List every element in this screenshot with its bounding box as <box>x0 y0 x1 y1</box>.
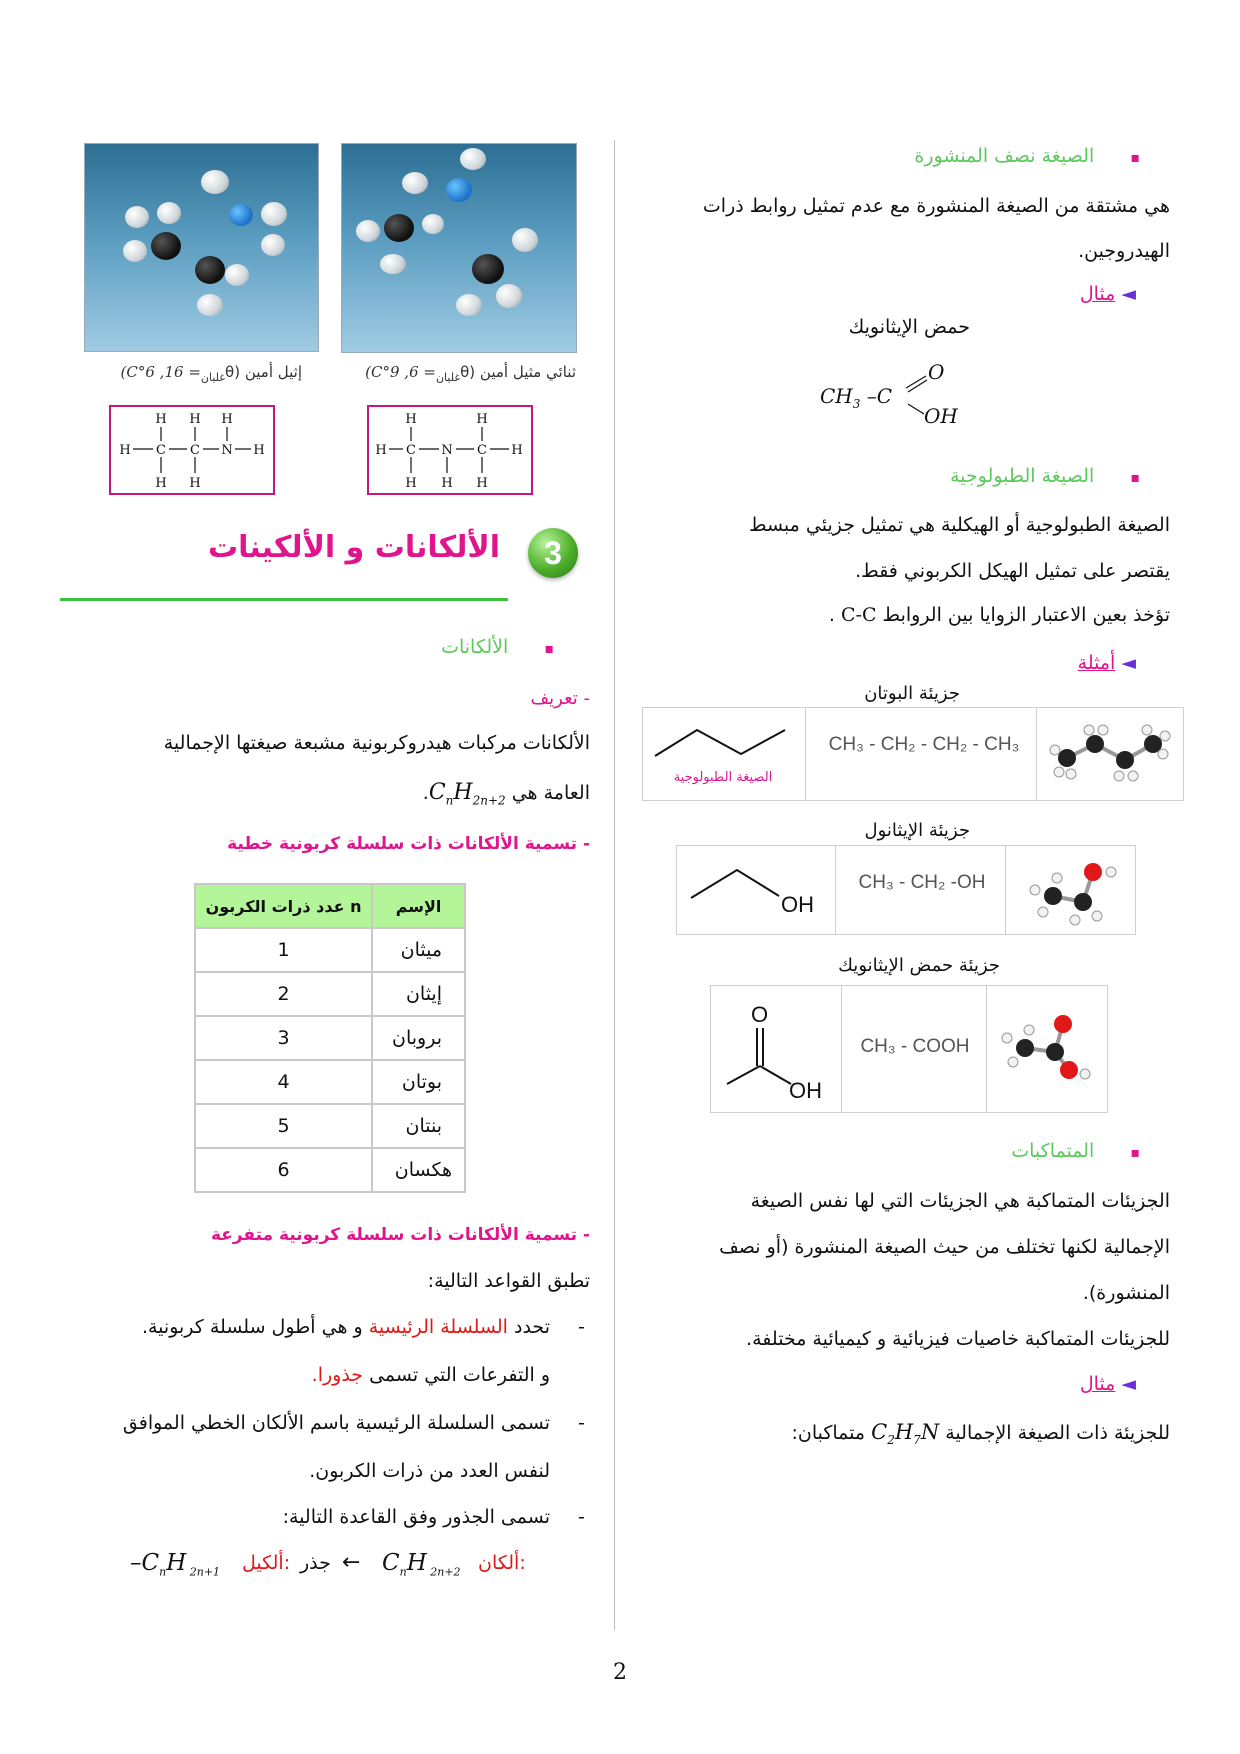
definition-label: - تعريف <box>530 688 590 709</box>
table-row: 5 بنتان <box>195 1104 465 1148</box>
table-row: 2 إيثان <box>195 972 465 1016</box>
acetic-title: جزيئة حمض الإيثانويك <box>838 955 1000 976</box>
svg-text:C: C <box>477 443 487 458</box>
table-row: 3 بروبان <box>195 1016 465 1060</box>
ethanol-title: جزيئة الإيثانول <box>864 820 970 841</box>
definition-text-line2: العامة هي $C_nH_{2n+2}$. <box>422 780 590 808</box>
svg-text:C: C <box>190 443 200 458</box>
table-row: 4 بوتان <box>195 1060 465 1104</box>
rule1-line2: و التفرعات التي تسمى جذورا. <box>311 1364 550 1386</box>
iso-text-line3: المنشورة). <box>1082 1282 1170 1304</box>
butane-title: جزيئة البوتان <box>864 683 960 704</box>
ethylamine-caption: إثيل أمين ($\theta_{غليان}= 16$, 6°C) <box>120 363 302 384</box>
svg-text:C: C <box>406 443 416 458</box>
table-header-name: الإسم <box>372 884 465 928</box>
svg-text:H: H <box>253 443 265 458</box>
butane-table: الصيغة الطبولوجية CH₃ - CH₂ - CH₂ - CH₃ <box>642 707 1184 801</box>
topological-heading: ▪ الصيغة الطبولوجية <box>950 465 1140 487</box>
ethanol-table: OH CH₃ - CH₂ -OH <box>676 845 1136 935</box>
example-link-1[interactable]: ◄ مثال <box>1079 283 1136 305</box>
acid-name: حمض الإيثانويك <box>848 316 970 338</box>
section-number-badge: 3 <box>528 528 578 578</box>
svg-text:H: H <box>155 412 167 427</box>
svg-text:H: H <box>476 476 488 491</box>
dimethylamine-model-photo <box>341 143 577 353</box>
semi-text-line1: هي مشتقة من الصيغة المنشورة مع عدم تمثيل روابط ذرات <box>702 195 1170 217</box>
svg-text:N: N <box>221 443 233 458</box>
svg-text:H: H <box>476 412 488 427</box>
rule1-line1: تحدد السلسلة الرئيسية و هي أطول سلسلة كربونية. <box>141 1316 550 1338</box>
rule3-line: تسمى الجذور وفق القاعدة التالية: <box>282 1506 550 1528</box>
radical-rule-formula: $-C_nH$ $_{2n+1}$ ألكيل: جذر ← $C_nH$ $_{2n+2}$ ألكان: <box>130 1550 526 1579</box>
dimethylamine-caption: ثنائي مثيل أمين ($\theta_{غليان}= 6$, 9°C) <box>365 363 576 384</box>
rule1-dash: - <box>578 1316 585 1338</box>
isomers-heading: ▪ المتماكبات <box>1011 1140 1140 1162</box>
svg-text:H: H <box>511 443 523 458</box>
rule2-dash: - <box>578 1412 585 1434</box>
topo-text-line2: يقتصر على تمثيل الهيكل الكربوني فقط. <box>855 560 1170 582</box>
iso-text-line4: للجزيئات المتماكبة خاصيات فيزيائية و كيميائية مختلفة. <box>746 1328 1170 1350</box>
svg-text:H: H <box>155 476 167 491</box>
acetic-acid-table: O OH CH₃ - COOH <box>710 985 1108 1113</box>
table-row: 6 هكسان <box>195 1148 465 1192</box>
iso-text-line1: الجزيئات المتماكبة هي الجزيئات التي لها نفس الصيغة <box>750 1190 1170 1212</box>
dimethylamine-structural-formula <box>367 405 533 495</box>
column-divider <box>614 140 615 1630</box>
rule2-line1: تسمى السلسلة الرئيسية باسم الألكان الخطي الموافق <box>122 1412 550 1434</box>
svg-text:H: H <box>189 476 201 491</box>
semi-text-line2: الهيدروجين. <box>1078 240 1170 262</box>
branched-naming-heading: - تسمية الألكانات ذات سلسلة كربونية متفرعة <box>210 1225 590 1245</box>
svg-text:H: H <box>405 476 417 491</box>
rule3-dash: - <box>578 1506 585 1528</box>
svg-text:H: H <box>405 412 417 427</box>
linear-naming-heading: - تسمية الألكانات ذات سلسلة كربونية خطية <box>227 834 590 854</box>
alkanes-heading: ▪ الألكانات <box>441 636 554 658</box>
definition-text-line1: الألكانات مركبات هيدروكربونية مشبعة صيغتها الإجمالية <box>163 732 590 754</box>
svg-text:N: N <box>441 443 453 458</box>
table-row: 1 ميثان <box>195 928 465 972</box>
page-number: 2 <box>613 1660 627 1685</box>
section-underline <box>60 598 508 601</box>
acid-semi-formula: $CH_3$ –C O OH <box>820 360 958 428</box>
rule2-line2: لنفس العدد من ذرات الكربون. <box>309 1460 550 1482</box>
svg-text:H: H <box>375 443 387 458</box>
svg-text:H: H <box>189 412 201 427</box>
table-header-n: عدد ذرات الكربون n <box>195 884 372 928</box>
svg-text:H: H <box>441 476 453 491</box>
ethylamine-model-photo <box>84 143 319 352</box>
iso-text-line2: الإجمالية لكنها تختلف من حيث الصيغة المنشورة (أو نصف <box>719 1236 1170 1258</box>
svg-text:H: H <box>119 443 131 458</box>
example-link-2[interactable]: ◄ مثال <box>1079 1373 1136 1395</box>
topo-text-line1: الصيغة الطبولوجية أو الهيكلية هي تمثيل جزيئي مبسط <box>748 514 1170 536</box>
topo-text-line3: تؤخذ بعين الاعتبار الزوايا بين الروابط C-C . <box>828 604 1170 626</box>
iso-example-line: للجزيئة ذات الصيغة الإجمالية $C_2H_7N$ متماكبان: <box>791 1420 1170 1448</box>
alkane-names-table <box>194 883 466 1193</box>
svg-text:H: H <box>221 412 233 427</box>
section-title: الألكانات و الألكينات <box>207 530 500 565</box>
rules-intro: تطبق القواعد التالية: <box>427 1270 590 1292</box>
semi-structural-heading: ▪ الصيغة نصف المنشورة <box>914 145 1140 167</box>
examples-link[interactable]: ◄ أمثلة <box>1077 652 1136 674</box>
svg-text:C: C <box>156 443 166 458</box>
ethylamine-structural-formula <box>109 405 275 495</box>
